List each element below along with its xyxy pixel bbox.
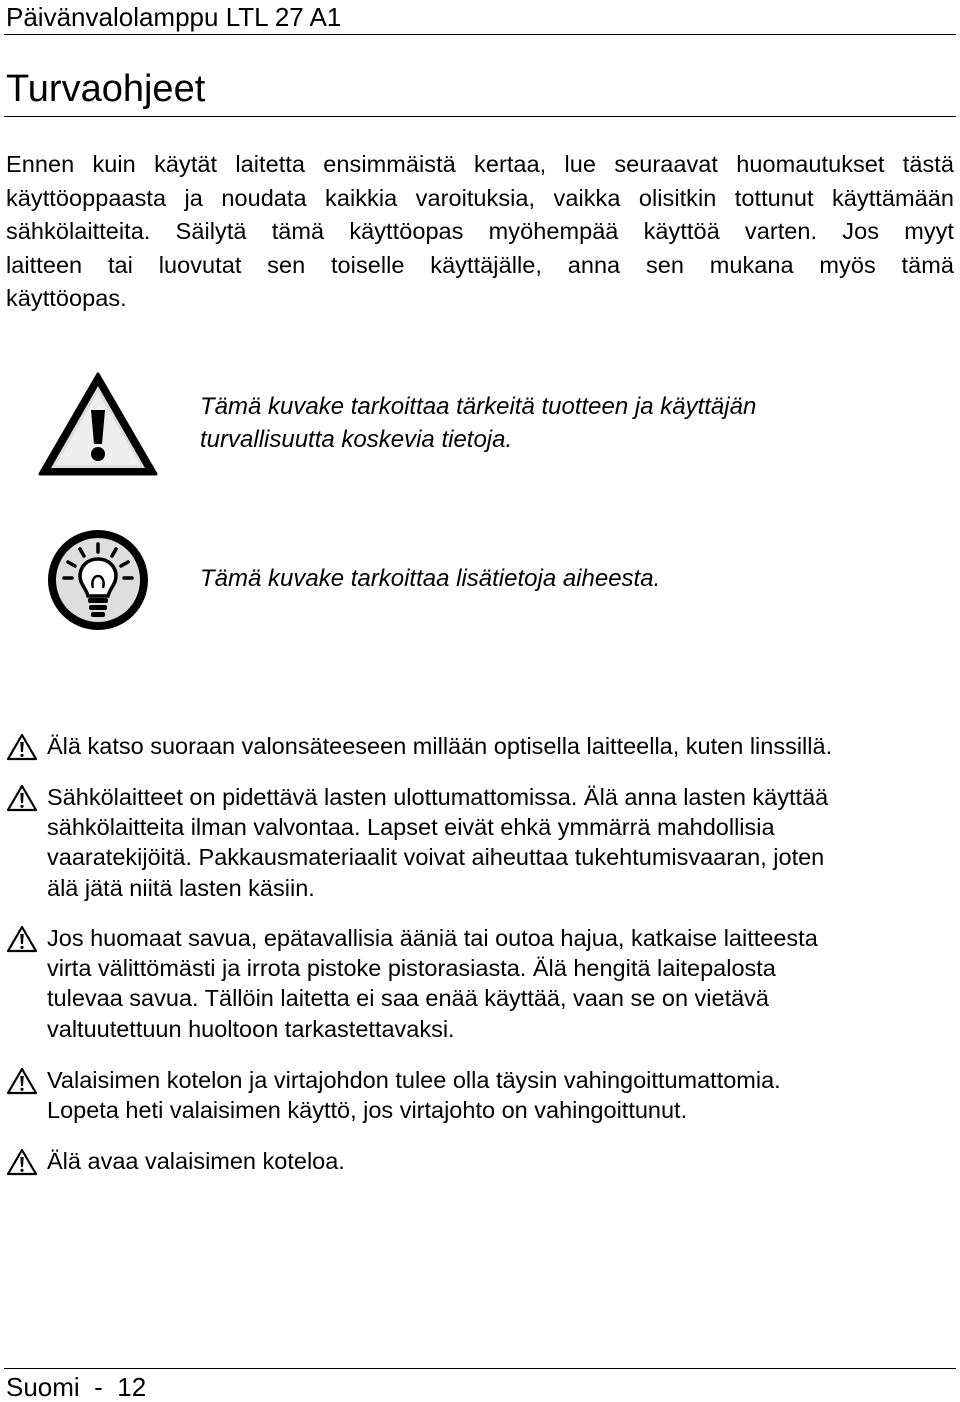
warning-triangle-icon	[36, 370, 160, 478]
warning-line: Älä katso suoraan valonsäteeseen millään optisella laitteella, kuten linssillä.	[47, 733, 833, 759]
warning-line: Jos huomaat savua, epätavallisia ääniä tai outoa hajua, katkaise laitteesta	[47, 925, 818, 951]
warning-line: virta välittömästi ja irrota pistoke pistorasiasta. Älä hengitä laitepalosta	[47, 955, 776, 982]
document-header-title: Päivänvalolamppu LTL 27 A1	[6, 2, 342, 32]
legend-warning-line: turvallisuutta koskevia tietoja.	[200, 426, 513, 453]
legend-info	[0, 526, 960, 636]
footer-page-number: 12	[117, 1372, 147, 1402]
warning-line: tulevaa savua. Tällöin laitetta ei saa enää käyttää, vaan se on vietävä	[47, 985, 770, 1012]
warning-line: Lopeta heti valaisimen käyttö, jos virtajohto on vahingoittunut.	[47, 1097, 688, 1124]
warning-text	[47, 1146, 947, 1176]
legend-warning-line: Tämä kuvake tarkoittaa tärkeitä tuotteen ja käyttäjän	[200, 393, 757, 420]
legend-info-line: Tämä kuvake tarkoittaa lisätietoja aiheesta.	[200, 565, 661, 592]
warning-text	[47, 782, 947, 903]
warning-text	[47, 731, 947, 761]
warning-line: älä jätä niitä lasten käsiin.	[47, 874, 315, 901]
warning-item	[6, 1065, 946, 1129]
warning-triangle-small-icon	[6, 1148, 38, 1176]
warning-text	[47, 1065, 947, 1125]
footer-language: Suomi	[6, 1372, 80, 1402]
footer-rule	[4, 1368, 956, 1369]
page-footer	[6, 1372, 146, 1402]
legend-warning-text	[200, 390, 920, 456]
header-rule	[4, 34, 956, 35]
intro-paragraph	[6, 148, 954, 316]
lightbulb-icon	[44, 526, 152, 634]
warning-item	[6, 782, 946, 907]
section-rule	[4, 116, 956, 117]
section-title: Turvaohjeet	[6, 68, 206, 110]
warning-triangle-small-icon	[6, 733, 38, 761]
warning-line: Sähkölaitteet on pidettävä lasten ulottumattomissa. Älä anna lasten käyttää	[47, 784, 829, 810]
intro-line: sähkölaitteita. Säilytä tämä käyttöopas myöhempää käyttöä varten. Jos myyt	[6, 218, 954, 245]
intro-line: käyttöoppaasta ja noudata kaikkia varoituksia, vaikka olisitkin tottunut käyttämään	[6, 184, 954, 211]
footer-separator: -	[94, 1372, 103, 1402]
legend-info-text	[200, 562, 920, 595]
warning-line: Valaisimen kotelon ja virtajohdon tulee olla täysin vahingoittumattomia.	[47, 1067, 781, 1093]
warning-line: vaaratekijöitä. Pakkausmateriaalit voivat aiheuttaa tukehtumisvaaran, joten	[47, 844, 825, 871]
legend-warning	[0, 370, 960, 480]
warning-triangle-small-icon	[6, 925, 38, 953]
warning-item	[6, 731, 946, 763]
warning-item	[6, 1146, 946, 1178]
warning-line: valtuutettuun huoltoon tarkastettavaksi.	[47, 1015, 455, 1042]
intro-line: käyttöopas.	[6, 285, 127, 312]
warning-line: sähkölaitteita ilman valvontaa. Lapset eivät ehkä ymmärrä mahdollisia	[47, 814, 775, 841]
warning-line: Älä avaa valaisimen koteloa.	[47, 1148, 345, 1174]
warning-triangle-small-icon	[6, 784, 38, 812]
warning-item	[6, 923, 946, 1048]
intro-line: laitteen tai luovutat sen toiselle käyttäjälle, anna sen mukana myös tämä	[6, 251, 954, 278]
warning-triangle-small-icon	[6, 1067, 38, 1095]
intro-line: Ennen kuin käytät laitetta ensimmäistä kertaa, lue seuraavat huomautukset tästä	[6, 151, 954, 177]
warning-text	[47, 923, 947, 1044]
